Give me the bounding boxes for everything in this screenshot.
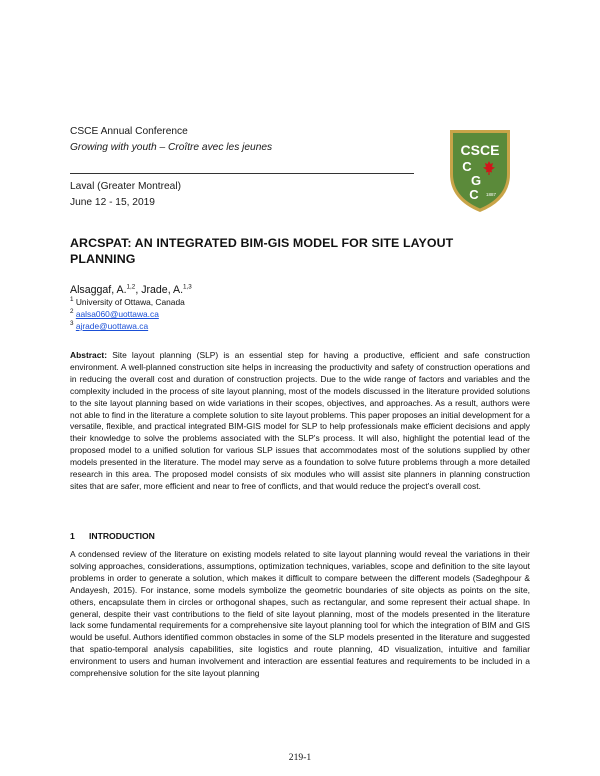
- abstract-label: Abstract:: [70, 350, 108, 360]
- logo-text-top: CSCE: [460, 142, 500, 158]
- paper-title-line2: PLANNING: [70, 252, 136, 266]
- author-list: [70, 284, 192, 296]
- page-number: 219-1: [288, 752, 312, 763]
- section-heading: [70, 531, 155, 541]
- author-sup: 1,3: [183, 283, 192, 291]
- header-divider: [70, 173, 414, 174]
- logo-text-mid: C: [462, 159, 472, 174]
- conference-name: CSCE Annual Conference: [70, 126, 188, 137]
- conference-location: Laval (Greater Montreal): [70, 181, 181, 192]
- abstract-text: Site layout planning (SLP) is an essential step for having a productive, efficient and safe construction environment. A well-planned construction site helps in increasing the productivity and safety of construction operations and in reducing the overall cost and duration of construction projects. Due to the wide range of factors and variables and the complexity included in the process of site layout planning, most of the models discussed in the literature provided solutions to the site layout planning based on wide variations in their scopes, objectives, and approaches. As a result, authors were not able to find in the literature a complete solution to site layout problems. This paper proposes an initial development for a versatile, flexible, and practical integrated BIM-GIS model for SLP to help professionals make efficient decisions and apply their knowledge to solve the problems associated with the SLP's process. It will also, highlight the potential lead of the proposed model to a unified solution for various SLP issues that accommodates most of the solutions supplied by other models presented in the literature. The model may serve as a foundation to solve future problems through a more detailed research in this area. The proposed model consists of six modules who will assist site planners in planning construction sites that are safer, more efficient and near to free of conflicts, and that would reduce the project's overall cost.: [70, 350, 530, 491]
- author-name: Jrade, A.: [141, 284, 184, 296]
- author-sup: 1,2: [126, 283, 136, 291]
- email-link[interactable]: aalsa060@uottawa.ca: [75, 309, 159, 319]
- conference-dates: June 12 - 15, 2019: [70, 197, 155, 208]
- affiliation-1: $^1$ University of Ottawa, Canada: [70, 296, 185, 307]
- affiliation-3: $^3$ ajrade@uottawa.ca: [70, 320, 149, 331]
- logo-text-mid2: G: [470, 173, 482, 188]
- paper-title: [70, 235, 540, 267]
- section-title: INTRODUCTION: [89, 531, 155, 541]
- affiliation-2: $^2$ aalsa060@uottawa.ca: [70, 308, 159, 319]
- csce-logo: [448, 128, 512, 214]
- logo-year: 1887: [485, 192, 497, 197]
- section-body: A condensed review of the literature on existing models related to site layout planning would reveal the variations in their solving approaches, considerations, assumptions, optimization techniques, variables, scope and definition to the site layout problems in order to generate a solution, which makes it difficult to compare between the different models (Sadeghpour & Andayesh, 2015). For instance, some models symbolize the geometric boundaries of site objects as points on the site, others, encapsulate them in circles or orthogonal shapes, such as rectangular, and some represent their actual shape. In general, despite their vast contributions to the field of site layout planning, most of the models presented in the literature lack some fundamental requirements for a comprehensive site layout planning tool for which the integration of BIM and GIS would be useful. Authors identified common obstacles in some of the SLP models presented in the literature and suggested that spatio-temporal analysis capabilities, site logistics and route planning, 4D visualization, intuitive and familiar environment to users and human involvement and interaction are essential features and requirements to be included in a comprehensive solution for the site layout planning: [70, 549, 530, 679]
- email-link[interactable]: ajrade@uottawa.ca: [75, 321, 149, 331]
- paper-title-line1: ARCSPAT: AN INTEGRATED BIM-GIS MODEL FOR SITE LAYOUT: [70, 236, 454, 250]
- section-number: 1: [70, 531, 75, 541]
- abstract: [70, 350, 530, 493]
- author-name: Alsaggaf, A.: [70, 284, 127, 296]
- author-separator: ,: [135, 284, 142, 296]
- conference-theme: Growing with youth – Croître avec les jeunes: [70, 142, 273, 153]
- logo-text-bottom: C: [469, 187, 479, 202]
